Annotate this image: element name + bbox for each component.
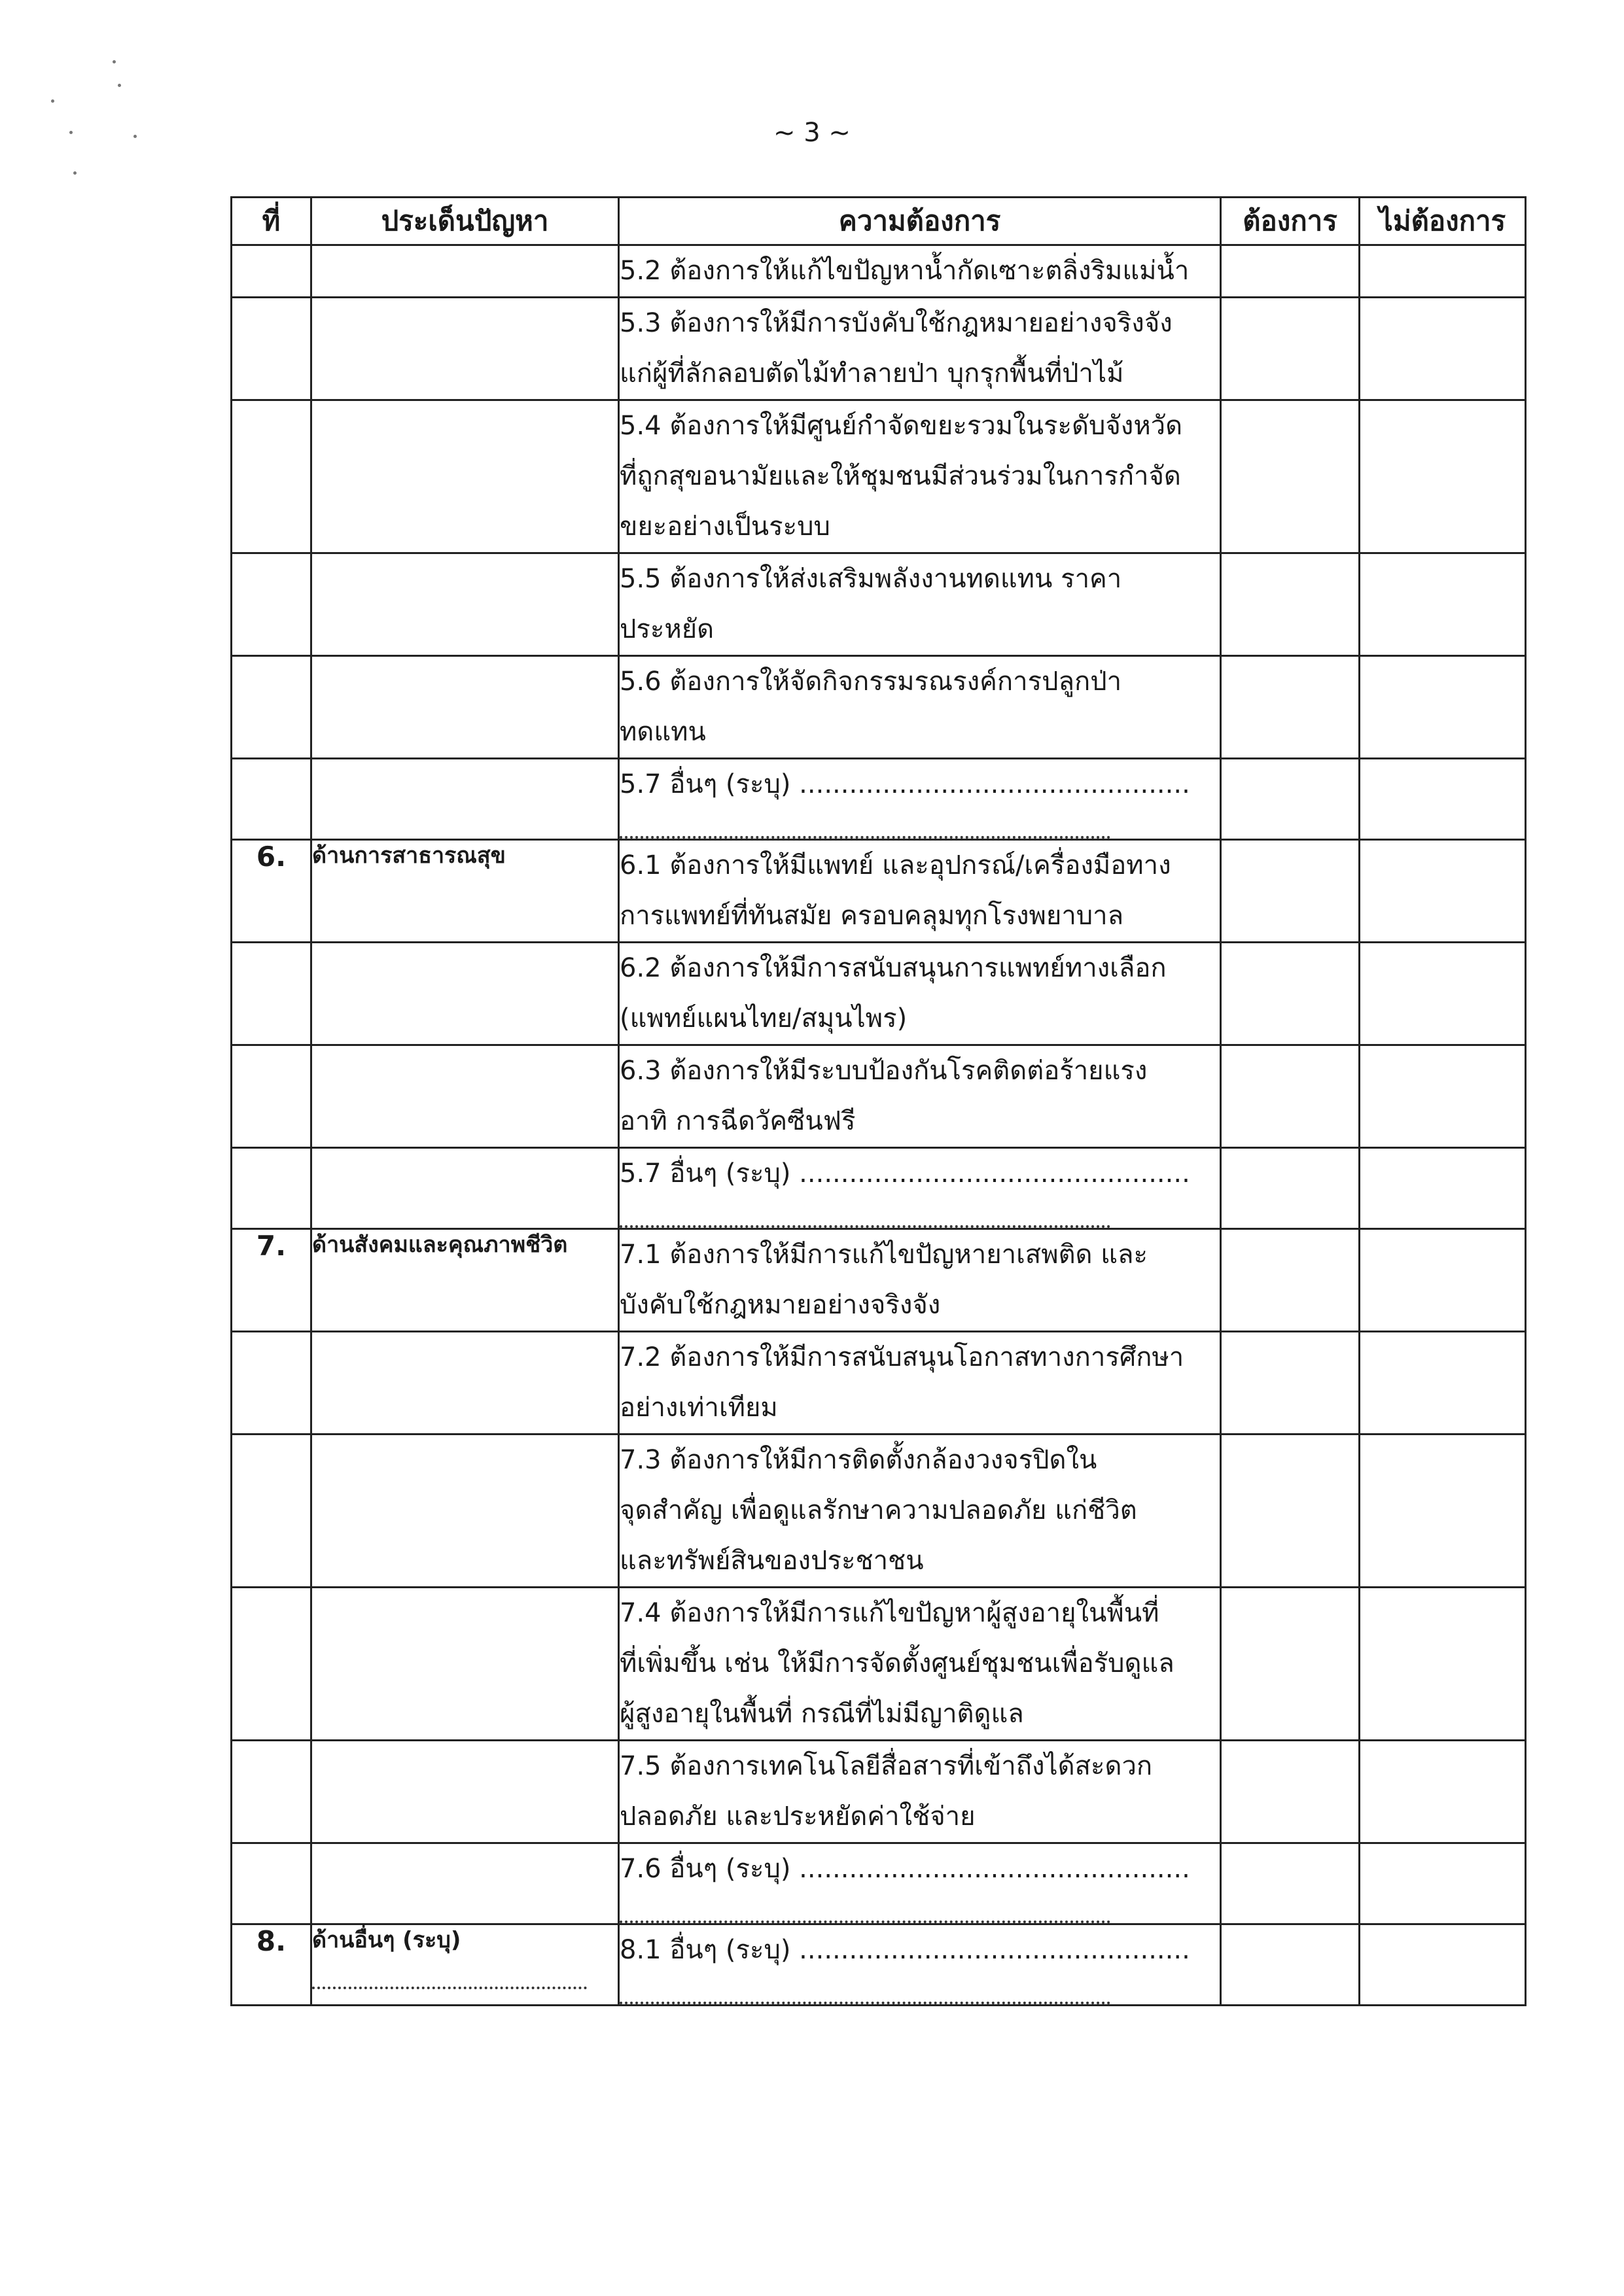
issue-cell xyxy=(311,298,619,400)
issue-cell xyxy=(311,1741,619,1843)
table-row xyxy=(232,1741,1526,1843)
need-cell xyxy=(619,1045,1221,1148)
need-cell xyxy=(619,298,1221,400)
not-want-checkbox-cell[interactable] xyxy=(1360,298,1526,400)
need-text-line: อาทิ การฉีดวัคซีนฟรี xyxy=(620,1106,856,1136)
want-checkbox-cell[interactable] xyxy=(1221,553,1360,656)
want-checkbox-cell[interactable] xyxy=(1221,1435,1360,1588)
issue-cell xyxy=(311,1588,619,1741)
issue-cell xyxy=(311,1045,619,1148)
needs-survey-table xyxy=(230,196,1527,2006)
row-number: 7. xyxy=(232,1229,311,1332)
need-cell xyxy=(619,1843,1221,1924)
need-text-line: 5.6 ต้องการให้จัดกิจกรรมรณรงค์การปลูกป่า xyxy=(620,667,1122,697)
table-row xyxy=(232,1045,1526,1148)
need-text-line: และทรัพย์สินของประชาชน xyxy=(620,1546,924,1576)
table-row xyxy=(232,553,1526,656)
need-text-line: อย่างเท่าเทียม xyxy=(620,1393,778,1423)
need-text-line: 5.3 ต้องการให้มีการบังคับใช้กฎหมายอย่างจริงจัง xyxy=(620,308,1173,338)
row-number xyxy=(232,759,311,840)
row-number xyxy=(232,943,311,1045)
need-cell xyxy=(619,245,1221,298)
not-want-checkbox-cell[interactable] xyxy=(1360,656,1526,759)
need-text-line: ประหยัด xyxy=(620,614,715,644)
need-cell xyxy=(619,1229,1221,1332)
need-text-line: 8.1 อื่นๆ (ระบุ) ............................................... xyxy=(620,1935,1190,1965)
table-row xyxy=(232,656,1526,759)
need-cell xyxy=(619,1741,1221,1843)
table-row xyxy=(232,400,1526,553)
need-text-line: 7.4 ต้องการให้มีการแก้ไขปัญหาผู้สูงอายุในพื้นที่ xyxy=(620,1598,1159,1628)
not-want-checkbox-cell[interactable] xyxy=(1360,1148,1526,1229)
need-text-line: จุดสำคัญ เพื่อดูแลรักษาความปลอดภัย แก่ชีวิต xyxy=(620,1495,1137,1525)
not-want-checkbox-cell[interactable] xyxy=(1360,759,1526,840)
need-text-line: ผู้สูงอายุในพื้นที่ กรณีที่ไม่มีญาติดูแล xyxy=(620,1699,1024,1729)
row-number xyxy=(232,298,311,400)
need-text-line: การแพทย์ที่ทันสมัย ครอบคลุมทุกโรงพยาบาล xyxy=(620,901,1124,931)
want-checkbox-cell[interactable] xyxy=(1221,1588,1360,1741)
table-row xyxy=(232,1588,1526,1741)
not-want-checkbox-cell[interactable] xyxy=(1360,1924,1526,2006)
need-text-line: บังคับใช้กฎหมายอย่างจริงจัง xyxy=(620,1290,941,1320)
need-text-line: ทดแทน xyxy=(620,717,706,747)
need-text-line: 5.2 ต้องการให้แก้ไขปัญหาน้ำกัดเซาะตลิ่งริมแม่น้ำ xyxy=(620,256,1190,286)
need-text-line: 5.7 อื่นๆ (ระบุ) ............................................... xyxy=(620,1158,1190,1189)
need-text-line: 5.7 อื่นๆ (ระบุ) ............................................... xyxy=(620,769,1190,799)
want-checkbox-cell[interactable] xyxy=(1221,1229,1360,1332)
need-text-line: ปลอดภัย และประหยัดค่าใช้จ่าย xyxy=(620,1801,976,1832)
need-cell xyxy=(619,656,1221,759)
need-text-line: 6.1 ต้องการให้มีแพทย์ และอุปกรณ์/เครื่องมือทาง xyxy=(620,850,1171,880)
issue-label: ด้านสังคมและคุณภาพชีวิต xyxy=(312,1232,568,1258)
issue-cell xyxy=(311,1148,619,1229)
want-checkbox-cell[interactable] xyxy=(1221,1045,1360,1148)
issue-label: ด้านการสาธารณสุข xyxy=(312,843,506,869)
header-no: ที่ xyxy=(232,198,311,245)
need-text-line: 5.4 ต้องการให้มีศูนย์กำจัดขยะรวมในระดับจังหวัด xyxy=(620,411,1183,441)
issue-cell xyxy=(311,245,619,298)
table-row xyxy=(232,1148,1526,1229)
issue-cell xyxy=(311,943,619,1045)
row-number xyxy=(232,1843,311,1924)
row-number: 6. xyxy=(232,840,311,943)
row-number xyxy=(232,1045,311,1148)
need-text-line: ขยะอย่างเป็นระบบ xyxy=(620,512,830,542)
need-cell xyxy=(619,943,1221,1045)
issue-cell xyxy=(311,1332,619,1435)
want-checkbox-cell[interactable] xyxy=(1221,1332,1360,1435)
header-want: ต้องการ xyxy=(1221,198,1360,245)
row-number xyxy=(232,400,311,553)
issue-cell xyxy=(311,1435,619,1588)
row-number xyxy=(232,553,311,656)
row-number xyxy=(232,656,311,759)
table-row xyxy=(232,840,1526,943)
need-text-line: ที่เพิ่มขึ้น เช่น ให้มีการจัดตั้งศูนย์ชุมชนเพื่อรับดูแล xyxy=(620,1648,1174,1679)
need-cell xyxy=(619,1148,1221,1229)
need-text-line: 7.2 ต้องการให้มีการสนับสนุนโอกาสทางการศึกษา xyxy=(620,1342,1184,1372)
issue-label: ด้านอื่นๆ (ระบุ) xyxy=(312,1927,461,1953)
header-not-want: ไม่ต้องการ xyxy=(1360,198,1526,245)
table-row xyxy=(232,1332,1526,1435)
want-checkbox-cell[interactable] xyxy=(1221,759,1360,840)
need-text-line: แก่ผู้ที่ลักลอบตัดไม้ทำลายป่า บุกรุกพื้นที่ป่าไม้ xyxy=(620,358,1124,389)
want-checkbox-cell[interactable] xyxy=(1221,1843,1360,1924)
not-want-checkbox-cell[interactable] xyxy=(1360,1588,1526,1741)
not-want-checkbox-cell[interactable] xyxy=(1360,1045,1526,1148)
want-checkbox-cell[interactable] xyxy=(1221,1148,1360,1229)
need-cell xyxy=(619,1588,1221,1741)
need-cell xyxy=(619,1924,1221,2006)
want-checkbox-cell[interactable] xyxy=(1221,1741,1360,1843)
not-want-checkbox-cell[interactable] xyxy=(1360,1741,1526,1843)
table-row xyxy=(232,1229,1526,1332)
need-text-line: (แพทย์แผนไทย/สมุนไพร) xyxy=(620,1003,908,1034)
not-want-checkbox-cell[interactable] xyxy=(1360,1229,1526,1332)
want-checkbox-cell[interactable] xyxy=(1221,245,1360,298)
table-row xyxy=(232,1924,1526,2006)
table-row xyxy=(232,1843,1526,1924)
table-row xyxy=(232,943,1526,1045)
want-checkbox-cell[interactable] xyxy=(1221,656,1360,759)
row-number xyxy=(232,1332,311,1435)
need-fill-in-line[interactable] xyxy=(620,812,1110,839)
issue-cell xyxy=(311,840,619,943)
row-number: 8. xyxy=(232,1924,311,2006)
need-fill-in-line[interactable] xyxy=(620,1978,1110,2004)
need-text-line: 7.1 ต้องการให้มีการแก้ไขปัญหายาเสพติด และ xyxy=(620,1240,1148,1270)
want-checkbox-cell[interactable] xyxy=(1221,400,1360,553)
issue-cell xyxy=(311,1843,619,1924)
need-text-line: 5.5 ต้องการให้ส่งเสริมพลังงานทดแทน ราคา xyxy=(620,564,1122,594)
need-text-line: ที่ถูกสุขอนามัยและให้ชุมชนมีส่วนร่วมในการกำจัด xyxy=(620,461,1181,491)
need-fill-in-line[interactable] xyxy=(620,1897,1110,1923)
need-text-line: 6.3 ต้องการให้มีระบบป้องกันโรคติดต่อร้ายแรง xyxy=(620,1056,1148,1086)
not-want-checkbox-cell[interactable] xyxy=(1360,943,1526,1045)
need-text-line: 7.3 ต้องการให้มีการติดตั้งกล้องวงจรปิดใน xyxy=(620,1445,1097,1475)
not-want-checkbox-cell[interactable] xyxy=(1360,840,1526,943)
need-text-line: 7.6 อื่นๆ (ระบุ) ............................................... xyxy=(620,1854,1190,1884)
issue-cell xyxy=(311,1229,619,1332)
want-checkbox-cell[interactable] xyxy=(1221,298,1360,400)
table-row xyxy=(232,759,1526,840)
need-text-line: 6.2 ต้องการให้มีการสนับสนุนการแพทย์ทางเลือก xyxy=(620,953,1167,983)
need-cell xyxy=(619,1435,1221,1588)
table-row xyxy=(232,1435,1526,1588)
not-want-checkbox-cell[interactable] xyxy=(1360,1843,1526,1924)
page-number: ~ 3 ~ xyxy=(773,118,851,148)
not-want-checkbox-cell[interactable] xyxy=(1360,245,1526,298)
not-want-checkbox-cell[interactable] xyxy=(1360,553,1526,656)
issue-fill-in-line[interactable] xyxy=(312,1963,587,1989)
row-number xyxy=(232,1435,311,1588)
not-want-checkbox-cell[interactable] xyxy=(1360,1332,1526,1435)
row-number xyxy=(232,1588,311,1741)
table-row xyxy=(232,298,1526,400)
issue-cell xyxy=(311,553,619,656)
table-row xyxy=(232,245,1526,298)
issue-cell xyxy=(311,656,619,759)
row-number xyxy=(232,245,311,298)
header-issue: ประเด็นปัญหา xyxy=(311,198,619,245)
table-header-row xyxy=(232,198,1526,245)
need-text-line: 7.5 ต้องการเทคโนโลยีสื่อสารที่เข้าถึงได้สะดวก xyxy=(620,1751,1153,1781)
not-want-checkbox-cell[interactable] xyxy=(1360,400,1526,553)
table-body xyxy=(232,245,1526,2006)
header-need: ความต้องการ xyxy=(619,198,1221,245)
need-cell xyxy=(619,553,1221,656)
need-cell xyxy=(619,840,1221,943)
want-checkbox-cell[interactable] xyxy=(1221,840,1360,943)
need-cell xyxy=(619,1332,1221,1435)
row-number xyxy=(232,1741,311,1843)
need-cell xyxy=(619,400,1221,553)
need-cell xyxy=(619,759,1221,840)
issue-cell xyxy=(311,759,619,840)
not-want-checkbox-cell[interactable] xyxy=(1360,1435,1526,1588)
row-number xyxy=(232,1148,311,1229)
want-checkbox-cell[interactable] xyxy=(1221,943,1360,1045)
want-checkbox-cell[interactable] xyxy=(1221,1924,1360,2006)
issue-cell xyxy=(311,400,619,553)
need-fill-in-line[interactable] xyxy=(620,1202,1110,1228)
issue-cell xyxy=(311,1924,619,2006)
